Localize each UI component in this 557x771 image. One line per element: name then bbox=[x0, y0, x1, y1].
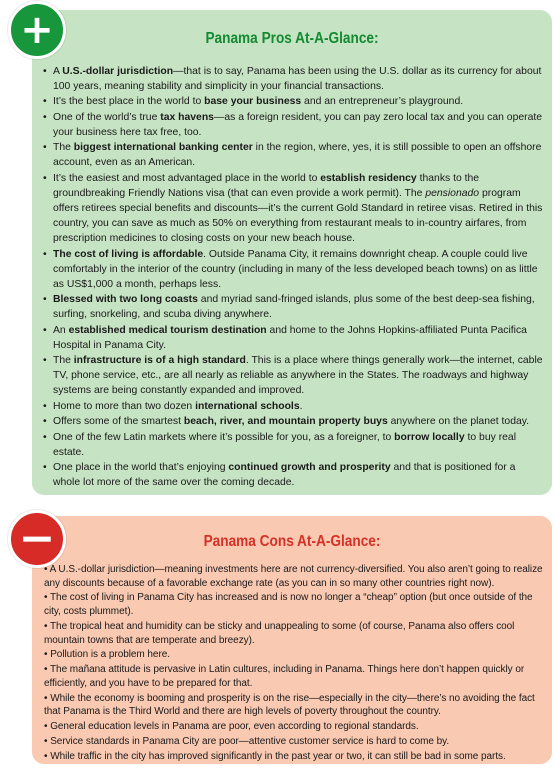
list-item bbox=[43, 140, 545, 170]
bold-text: Blessed with two long coasts bbox=[53, 294, 198, 306]
bold-text: beach, river, and mountain property buys bbox=[183, 416, 388, 428]
cons-list bbox=[44, 563, 544, 765]
text-segment: The bbox=[53, 142, 74, 154]
list-item bbox=[44, 692, 544, 719]
text-segment: and an entrepreneur’s playground. bbox=[301, 96, 464, 108]
text-segment: . bbox=[299, 400, 303, 412]
text-segment: Service standards in Panama City are poor—attentive customer service is hard to come by. bbox=[50, 736, 450, 748]
text-segment: General education levels in Panama are poor, even according to regional standards. bbox=[50, 721, 419, 733]
text-segment: —as a foreign resident, you can pay zero local tax and you can operate your business here tax free, too. bbox=[53, 111, 543, 138]
list-item bbox=[44, 663, 544, 690]
bold-text: The cost of living is affordable bbox=[53, 248, 204, 260]
bold-text: tax havens bbox=[160, 111, 214, 123]
list-item bbox=[43, 171, 545, 246]
list-item bbox=[44, 563, 544, 590]
text-segment: A U.S.-dollar jurisdiction—meaning investments here are not currency-diversified. You also aren’t going to realize any discounts because of a favorable exchange rate (as you can in so many other countries right now). bbox=[44, 564, 543, 589]
text-segment: One of the few Latin markets where it’s possible for you, as a foreigner, to bbox=[53, 431, 395, 443]
list-item bbox=[44, 648, 544, 662]
bold-text: international schools bbox=[195, 400, 300, 412]
bold-text: infrastructure is of a high standard bbox=[73, 355, 246, 367]
text-segment: and myriad sand-fringed islands, plus some of the best deep-sea fishing, surfing, snorkeling, and scuba diving anywhere. bbox=[53, 294, 535, 321]
text-segment: . This is a place where things generally work—the internet, cable TV, phone service, etc., are all nearly as reliable as anywhere in the States. The roadways and highway systems are being constantly expanded and improved. bbox=[53, 355, 543, 397]
text-segment: Offers some of the smartest bbox=[53, 416, 184, 428]
bold-text: U.S.-dollar jurisdiction bbox=[62, 66, 174, 77]
list-item bbox=[43, 430, 545, 460]
bold-text: borrow locally bbox=[394, 431, 465, 443]
text-segment: The tropical heat and humidity can be sticky and unappealing to some (of course, Panama also offers cool mountain towns that are temperate and breezy). bbox=[44, 620, 515, 646]
list-item bbox=[44, 750, 544, 764]
text-segment: The bbox=[53, 355, 74, 367]
list-item bbox=[44, 720, 544, 734]
italic-text: pensionado bbox=[425, 187, 480, 199]
cons-title: Panama Cons At-A-Glance: bbox=[203, 533, 381, 550]
text-segment: While the economy is booming and prosperity is on the rise—especially in the city—there’s no avoiding the fact that Panama is the Third World and there are high levels of poverty throughout the country. bbox=[44, 692, 535, 718]
list-item bbox=[44, 735, 544, 749]
text-segment: thanks to the groundbreaking Friendly Nations visa (that can even provide a work permit). The bbox=[53, 172, 480, 199]
text-segment: The mañana attitude is pervasive in Latin cultures, including in Panama. Things here don’t happen quickly or efficiently, and you have to be prepared for that. bbox=[44, 664, 525, 689]
minus-icon: − bbox=[8, 510, 66, 568]
list-item bbox=[43, 64, 545, 94]
text-segment: to buy real estate. bbox=[53, 431, 517, 458]
text-segment: One of the world’s true bbox=[53, 111, 161, 123]
text-segment: Home to more than two dozen bbox=[53, 400, 196, 412]
text-segment: While traffic in the city has improved significantly in the past year or two, it can still be bad in some parts. bbox=[50, 751, 506, 763]
text-segment: It’s the best place in the world to bbox=[53, 96, 205, 108]
text-segment: An bbox=[53, 324, 69, 336]
list-item bbox=[43, 353, 545, 398]
text-segment: Pollution is a problem here. bbox=[50, 649, 170, 661]
text-segment: One place in the world that’s enjoying bbox=[53, 462, 229, 473]
bold-text: base your business bbox=[204, 96, 302, 108]
text-segment: and that is positioned for a whole lot more of the same over the coming decade. bbox=[53, 462, 516, 489]
text-segment: and home to the Johns Hopkins-affiliated Punta Pacifica Hospital in Panama City. bbox=[53, 324, 527, 351]
text-segment: . Outside Panama City, it remains downright cheap. A couple could live comfortably in the interior of the country (including in many of the less developed beach towns) on as little as US$1,000 a month, perhaps less. bbox=[53, 248, 538, 290]
list-item bbox=[44, 591, 544, 618]
text-segment: It’s the easiest and most advantaged place in the world to bbox=[53, 172, 321, 184]
list-item bbox=[43, 110, 545, 140]
list-item bbox=[43, 94, 545, 109]
bold-text: established medical tourism destination bbox=[68, 324, 267, 336]
text-segment: —that is to say, Panama has been using the U.S. dollar as its currency for about 100 years, meaning stability and simplicity in your financial transactions. bbox=[53, 66, 542, 93]
list-item bbox=[43, 292, 545, 322]
text-segment: program offers retirees special benefits and discounts—it’s the current Gold Standard in retiree visas. Retired in this country, you can save as much as 50% on everything from restaurant meals to in-country airfares, from prescription medicines to closing costs on your new beach house. bbox=[53, 187, 543, 245]
list-item bbox=[43, 247, 545, 292]
bold-text: biggest international banking center bbox=[73, 142, 253, 154]
text-segment: anywhere on the planet today. bbox=[387, 416, 530, 428]
pros-title: Panama Pros At-A-Glance: bbox=[205, 30, 379, 47]
plus-icon: + bbox=[8, 1, 66, 59]
bold-text: continued growth and prosperity bbox=[228, 462, 391, 473]
bold-text: establish residency bbox=[320, 172, 417, 184]
text-segment: in the region, where, yes, it is still possible to open an offshore account, even as an American. bbox=[53, 142, 542, 169]
cons-panel bbox=[32, 516, 552, 764]
list-item bbox=[43, 323, 545, 353]
list-item bbox=[43, 399, 545, 414]
list-item bbox=[43, 460, 545, 490]
pros-list bbox=[43, 64, 545, 490]
text-segment: The cost of living in Panama City has increased and is now no longer a “cheap” option (but once outside of the city, costs plummet). bbox=[44, 592, 533, 618]
text-segment: A bbox=[53, 66, 63, 77]
pros-panel bbox=[32, 10, 552, 495]
list-item bbox=[44, 620, 544, 647]
list-item bbox=[43, 414, 545, 429]
